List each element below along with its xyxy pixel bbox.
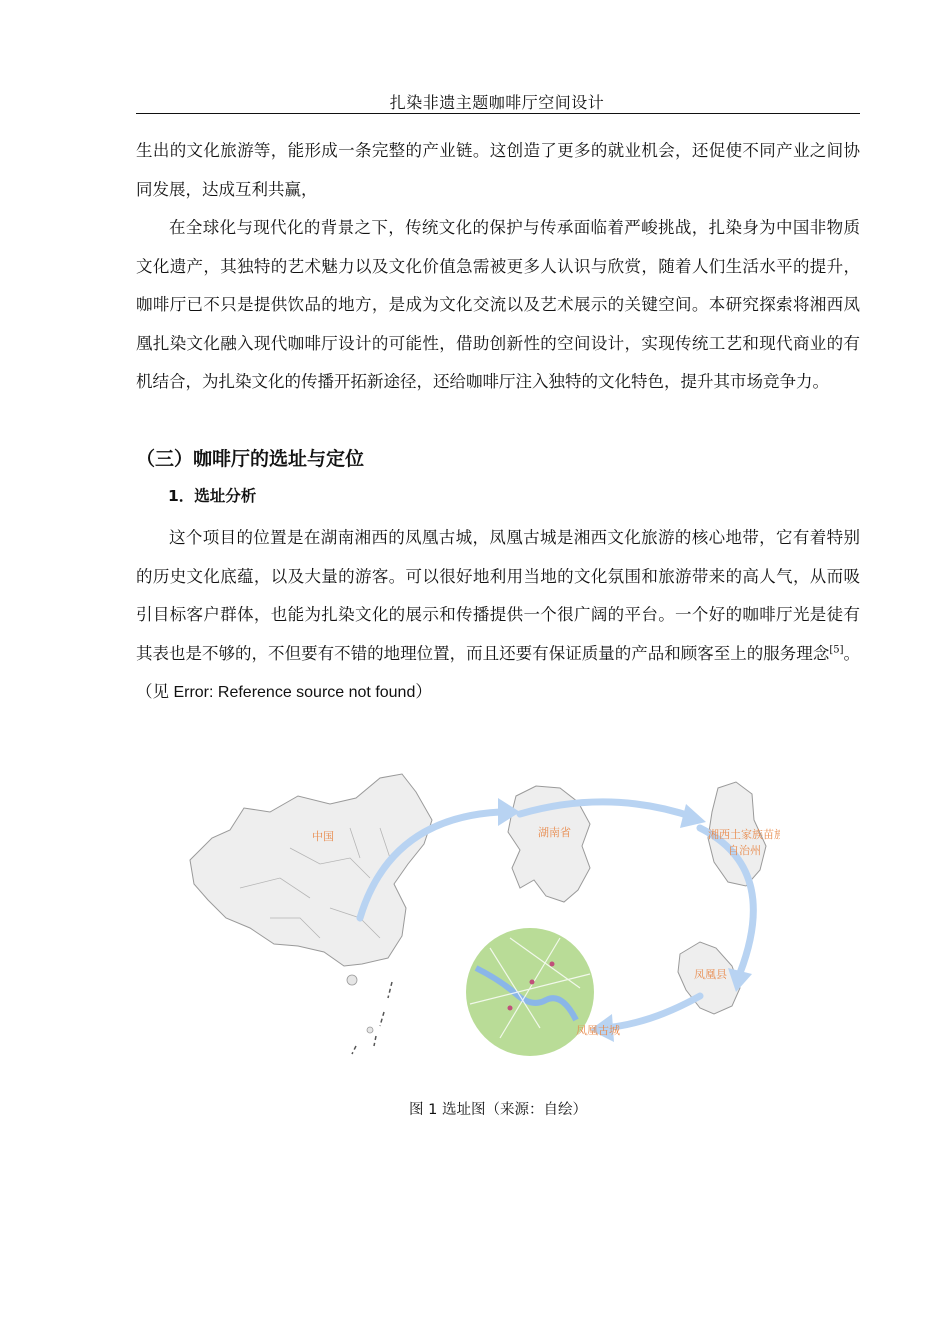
header-rule [136, 113, 860, 114]
page-header: 扎染非遗主题咖啡厅空间设计 [389, 93, 605, 112]
fenghuang-town-map [466, 928, 594, 1056]
label-fenghuang-town: 凤凰古城 [576, 1024, 620, 1037]
site-selection-figure [180, 768, 780, 1058]
label-xiangxi-line1: 湘西土家族苗族 [708, 828, 780, 841]
paragraph-1: 生出的文化旅游等，能形成一条完整的产业链。这创造了更多的就业机会，还促使不同产业之间协同发展，达成互利共赢， [136, 141, 860, 199]
subsection-heading: 1．选址分析 [168, 487, 257, 505]
paragraph-3-tail: 。（见 [136, 643, 861, 701]
label-xiangxi-line2: 自治州 [728, 844, 761, 857]
paragraph-3-close: ） [415, 682, 432, 701]
paragraph-3-text: 这个项目的位置是在湖南湘西的凤凰古城，凤凰古城是湘西文化旅游的核心地带，它有着特别的历史文化底蕴，以及大量的游客。可以很好地利用当地的文化氛围和旅游带来的高人气，从而吸引目标客户群体，也能为扎染文化的展示和传播提供一个很广阔的平台。一个好的咖啡厅光是徒有其表也是不够的，不但要有不错的地理位置，而且还要有保证质量的产品和顾客至上的服务理念 [136, 528, 860, 663]
paragraph-2: 在全球化与现代化的背景之下，传统文化的保护与传承面临着严峻挑战，扎染身为中国非物质文化遗产，其独特的艺术魅力以及文化价值急需被更多人认识与欣赏，随着人们生活水平的提升，咖啡厅已不只是提供饮品的地方，是成为文化交流以及艺术展示的关键空间。本研究探索将湘西凤凰扎染文化融入现代咖啡厅设计的可能性，借助创新性的空间设计，实现传统工艺和现代商业的有机结合，为扎染文化的传播开拓新途径，还给咖啡厅注入独特的文化特色，提升其市场竞争力。 [136, 218, 860, 391]
section-heading: （三）咖啡厅的选址与定位 [136, 448, 365, 470]
label-hunan: 湖南省 [538, 826, 571, 839]
paragraph-3 [136, 519, 860, 713]
label-fenghuang-county: 凤凰县 [694, 968, 727, 981]
citation-ref[interactable]: [5] [829, 644, 844, 655]
figure-caption: 图 1 选址图（来源：自绘） [409, 1102, 587, 1118]
reference-error-text: Error: Reference source not found [169, 684, 416, 701]
label-china: 中国 [312, 830, 334, 843]
china-map [190, 774, 432, 1054]
site-selection-map [180, 768, 780, 1058]
